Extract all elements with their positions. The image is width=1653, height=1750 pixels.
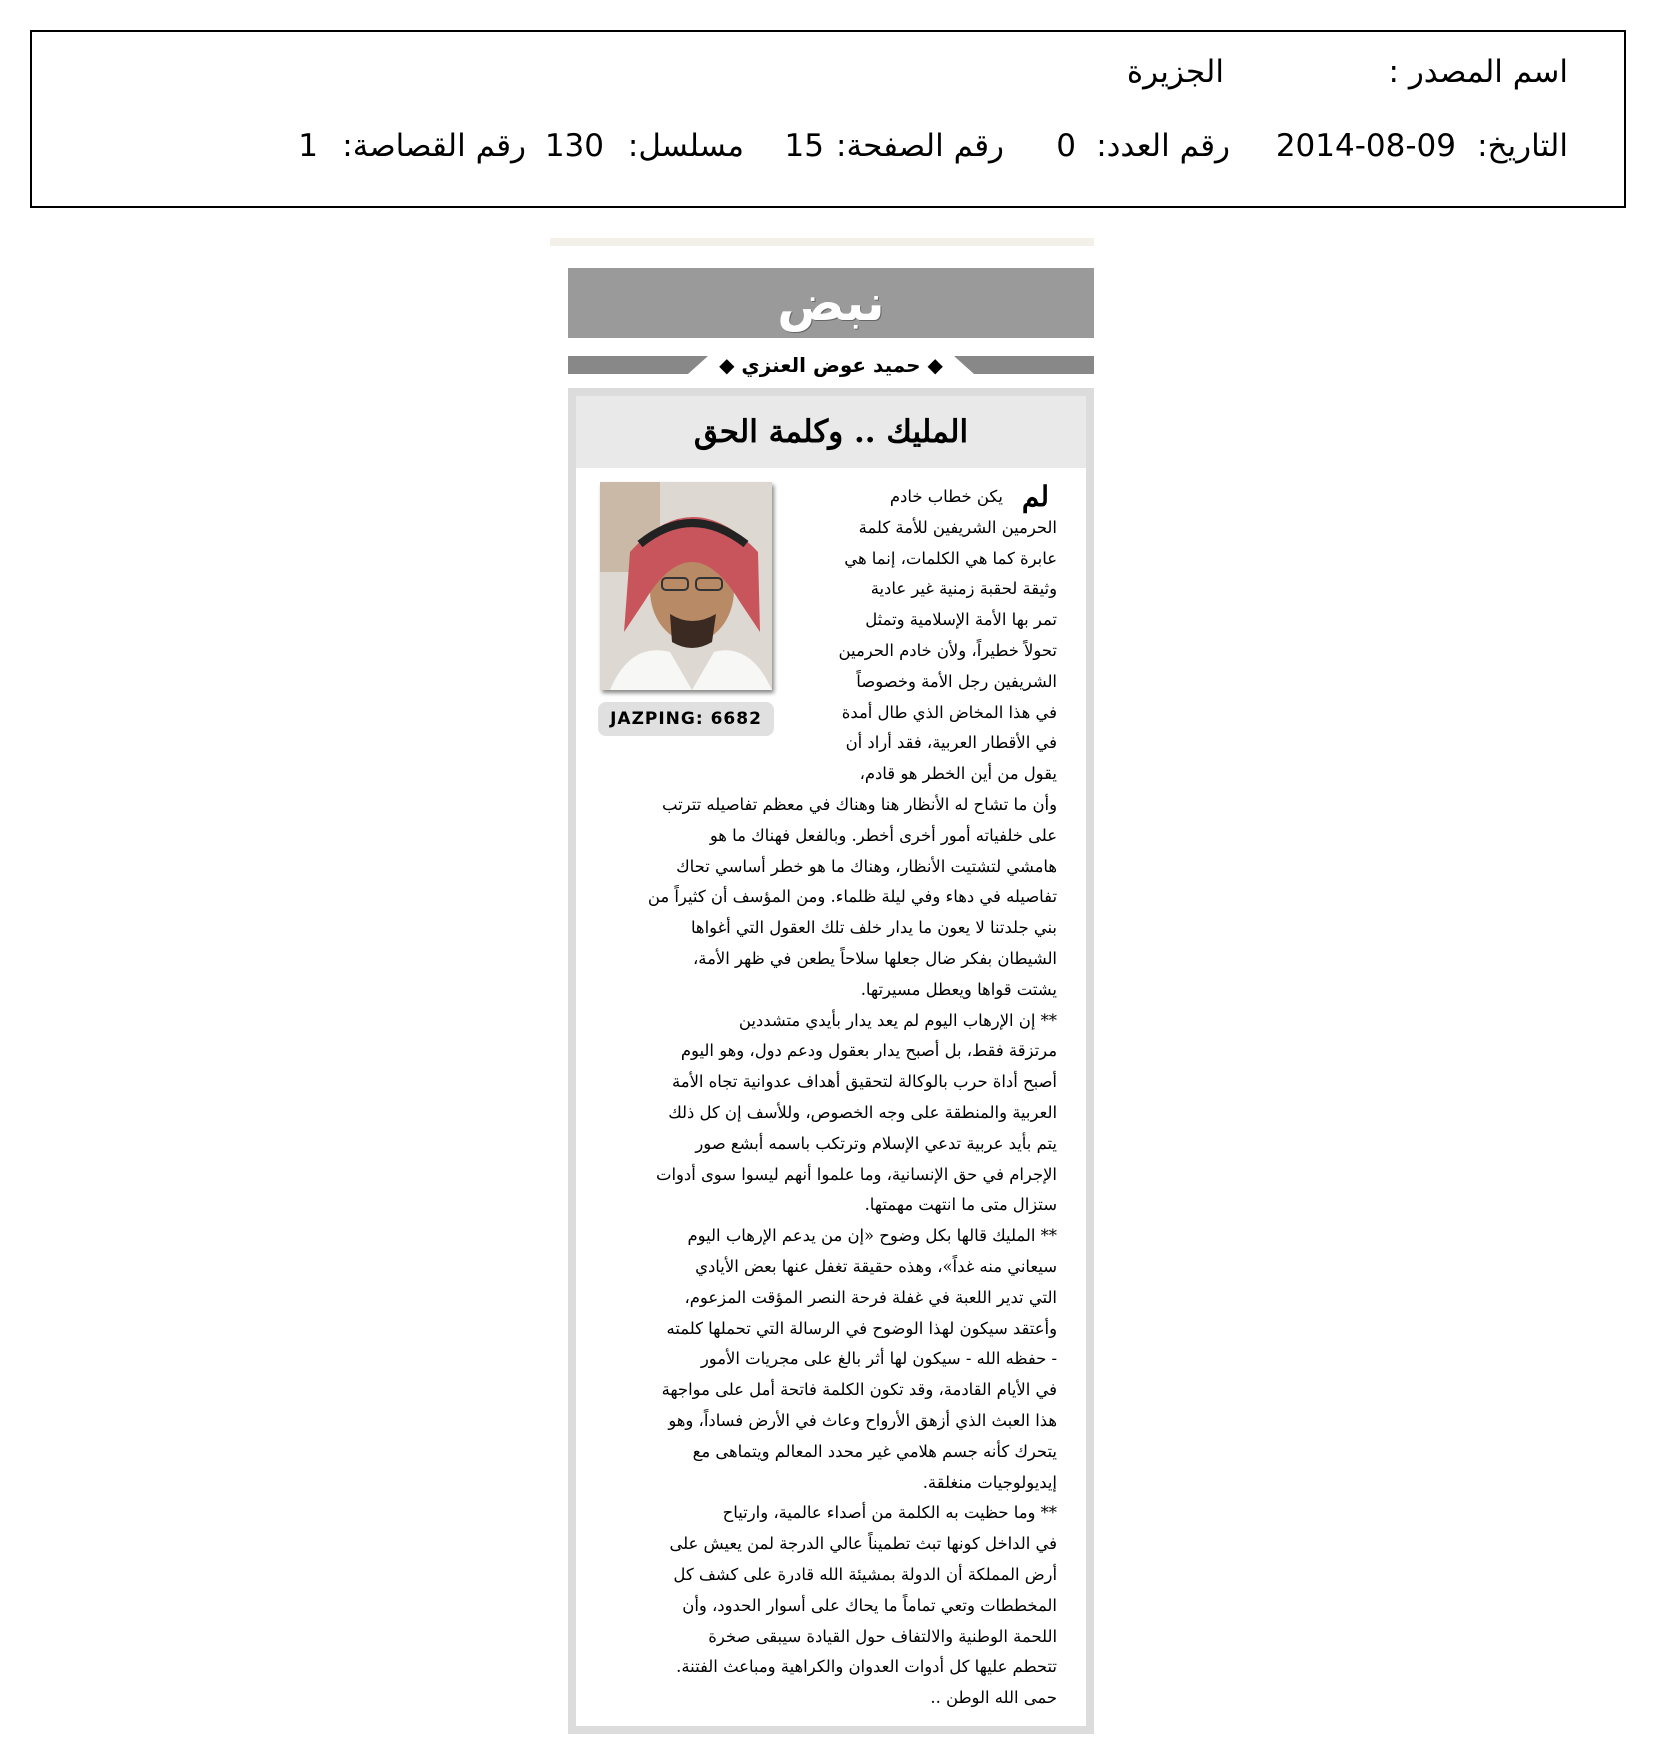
source-value: الجزيرة: [1126, 54, 1224, 90]
diamond-icon: ◆: [719, 353, 742, 377]
article-body-line: يكن خطاب خادم: [889, 487, 1003, 506]
clip-value: 1: [298, 128, 318, 164]
article-body-line: هامشي لتشتيت الأنظار، وهناك ما هو خطر أساسي تحاك: [676, 856, 1057, 876]
article-body-line: حمى الله الوطن ..: [930, 1688, 1057, 1708]
author-name: [718, 350, 944, 380]
article-body-line: - حفظه الله - سيكون لها أثر بالغ على مجريات الأمور: [700, 1349, 1057, 1369]
serial-value: 130: [544, 128, 604, 164]
article-body-line: ** وما حظيت به الكلمة من أصداء عالمية، وارتياح: [722, 1503, 1057, 1523]
article-body-line: على خلفياته أمور أخرى أخطر. وبالفعل فهناك ما هو: [709, 825, 1057, 845]
article-body-line: الحرمين الشريفين للأمة كلمة: [858, 517, 1057, 537]
date-label: التاريخ:: [1477, 128, 1568, 164]
issue-label: رقم العدد:: [1096, 128, 1230, 164]
article-body-line: في الأقطار العربية، فقد أراد أن: [845, 733, 1057, 753]
drop-cap: لم: [1021, 480, 1049, 513]
clipping-top-rule: [550, 238, 1094, 246]
article-body-line: تحولاً خطيراً، ولأن خادم الحرمين: [838, 641, 1057, 660]
article-body-line: أصبح أداة حرب بالوكالة لتحقيق أهداف عدوانية تجاه الأمة: [672, 1072, 1057, 1092]
article-body-line: ** المليك قالها بكل وضوح «إن من يدعم الإرهاب اليوم: [687, 1226, 1057, 1246]
article-body-line: وأعتقد سيكون لهذا الوضوح في الرسالة التي تحملها كلمته: [666, 1318, 1057, 1338]
author-name-text: حميد عوض العنزي: [741, 353, 921, 377]
article-body-line: يتحرك كأنه جسم هلامي غير محدد المعالم ويتماهى مع: [692, 1441, 1057, 1461]
article-body-line: وأن ما تشاح له الأنظار هنا وهناك في معظم تفاصيله تترتب: [662, 795, 1057, 814]
article-body-line: التي تدير اللعبة في غفلة فرحة النصر المؤقت المزعوم،: [684, 1287, 1057, 1307]
article-body-line: ستزال متى ما انتهت مهمتها.: [864, 1195, 1057, 1215]
jazping-badge: JAZPING: 6682: [598, 702, 774, 736]
author-bar: [568, 350, 1094, 380]
metadata-box: [30, 30, 1626, 208]
page-label: رقم الصفحة:: [836, 128, 1004, 164]
article-body-line: تفاصيله في دهاء وفي ليلة ظلماء. ومن المؤسف أن كثيراً من: [647, 887, 1057, 907]
article-body-line: أرض المملكة أن الدولة بمشيئة الله قادرة على كشف كل: [673, 1565, 1057, 1584]
article-body-line: عابرة كما هي الكلمات، إنما هي: [844, 548, 1057, 568]
article-body-line: الإجرام في حق الإنسانية، وما علموا أنهم ليسوا سوى أدوات: [656, 1164, 1057, 1184]
article-body-line: إيديولوجيات منغلقة.: [922, 1472, 1057, 1492]
article-body-line: الشريفين رجل الأمة وخصوصاً: [856, 671, 1057, 691]
article-body-line: بني جلدتنا لا يعون ما يدار خلف تلك العقول التي أغواها: [690, 918, 1057, 938]
issue-value: 0: [1056, 128, 1076, 164]
article-body-line: العربية والمنطقة على وجه الخصوص، وللأسف إن كل ذلك: [668, 1103, 1057, 1122]
clip-label: رقم القصاصة:: [342, 128, 526, 164]
article-headline: المليك .. وكلمة الحق: [576, 396, 1086, 468]
article-body-line: في الأيام القادمة، وقد تكون الكلمة فاتحة أمل على مواجهة: [661, 1380, 1057, 1400]
source-label: اسم المصدر :: [1388, 54, 1568, 90]
page-value: 15: [784, 128, 824, 164]
article-frame: [568, 388, 1094, 1734]
serial-label: مسلسل:: [627, 128, 744, 164]
article-body-line: ** إن الإرهاب اليوم لم يعد يدار بأيدي متشددين: [738, 1010, 1057, 1030]
article-body-line: مرتزقة فقط، بل أصبح يدار بعقول ودعم دول، وهو اليوم: [680, 1041, 1057, 1061]
article-body-line: في هذا المخاض الذي طال أمدة: [841, 702, 1057, 722]
newspaper-clipping: [550, 238, 1094, 1738]
article-body-line: يقول من أين الخطر هو قادم،: [859, 764, 1057, 784]
article-body-line: يتم بأيد عربية تدعي الإسلام وترتكب باسمه أبشع صور: [695, 1133, 1057, 1153]
article-body-line: تمر بها الأمة الإسلامية وتمثل: [865, 610, 1057, 630]
article-body-line: المخططات وتعي تماماً ما يحاك على أسوار الحدود، وأن: [682, 1595, 1057, 1615]
article-body-line: تتحطم عليها كل أدوات العدوان والكراهية ومباعث الفتنة.: [676, 1657, 1057, 1677]
article-body-line: وثيقة لحقبة زمنية غير عادية: [870, 579, 1057, 599]
article-body-line: هذا العبث الذي أزهق الأرواح وعاث في الأرض فساداً، وهو: [668, 1411, 1057, 1430]
date-value: 2014-08-09: [1275, 128, 1456, 164]
article-body-line: اللحمة الوطنية والالتفاف حول القيادة سيبقى صخرة: [708, 1626, 1057, 1646]
article-body-line: الشيطان بفكر ضال جعلها سلاحاً يطعن في ظهر الأمة،: [693, 949, 1057, 968]
article-body-line: في الداخل كونها تبث تطميناً عالي الدرجة لمن يعيش على: [669, 1534, 1057, 1554]
article-body-line: سيعاني منه غداً»، وهذه حقيقة تغفل عنها بعض الأيادي: [695, 1257, 1057, 1276]
article-body-line: يشتت قواها ويعطل مسيرتها.: [860, 979, 1057, 999]
article-body: [576, 396, 1086, 1726]
diamond-icon: ◆: [920, 353, 943, 377]
column-name-banner: نبض: [568, 268, 1094, 338]
